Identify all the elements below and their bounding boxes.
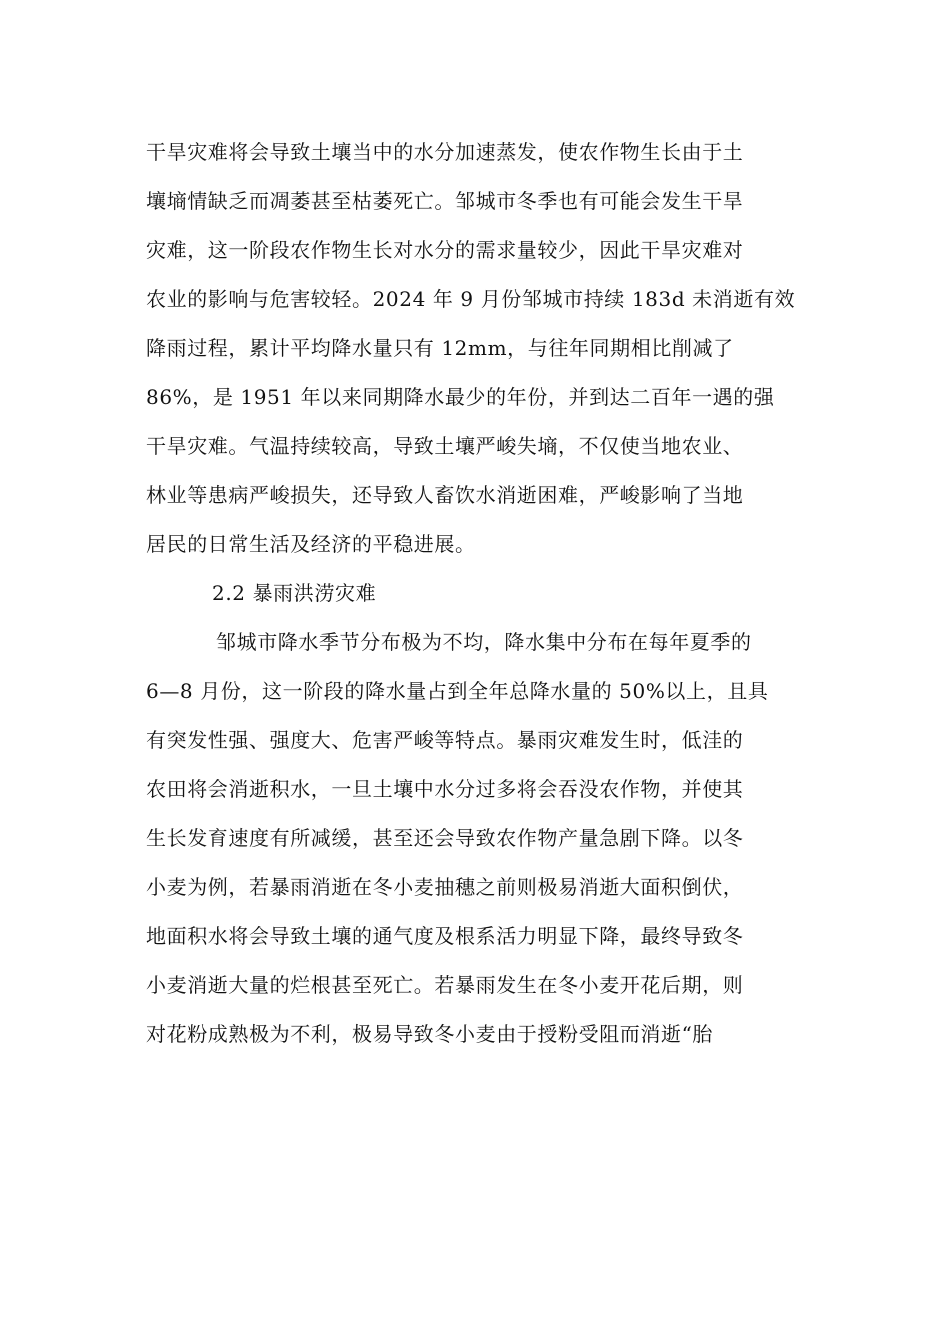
paragraph-line: 有突发性强、强度大、危害严峻等特点。暴雨灾难发生时，低洼的	[146, 728, 744, 752]
paragraph-line: 小麦消逝大量的烂根甚至死亡。若暴雨发生在冬小麦开花后期，则	[146, 973, 744, 997]
paragraph-rainstorm	[146, 618, 806, 1059]
paragraph-line: 农业的影响与危害较轻。2024 年 9 月份邹城市持续 183d 未消逝有效	[146, 287, 796, 311]
paragraph-line: 干旱灾难。气温持续较高，导致土壤严峻失墒，不仅使当地农业、	[146, 434, 744, 458]
paragraph-line: 86%，是 1951 年以来同期降水最少的年份，并到达二百年一遇的强	[146, 385, 775, 409]
paragraph-line: 农田将会消逝积水，一旦土壤中水分过多将会吞没农作物，并使其	[146, 777, 744, 801]
paragraph-line: 6—8 月份，这一阶段的降水量占到全年总降水量的 50%以上，且具	[146, 679, 769, 703]
paragraph-line: 降雨过程，累计平均降水量只有 12mm，与往年同期相比削减了	[146, 336, 734, 360]
paragraph-drought	[146, 128, 806, 569]
body-text	[146, 128, 806, 1059]
paragraph-line: 壤墒情缺乏而凋萎甚至枯萎死亡。邹城市冬季也有可能会发生干旱	[146, 189, 744, 213]
paragraph-line: 干旱灾难将会导致土壤当中的水分加速蒸发，使农作物生长由于土	[146, 140, 744, 164]
paragraph-line: 小麦为例，若暴雨消逝在冬小麦抽穗之前则极易消逝大面积倒伏，	[146, 875, 744, 899]
section-heading: 2.2 暴雨洪涝灾难	[212, 581, 377, 605]
paragraph-line: 林业等患病严峻损失，还导致人畜饮水消逝困难，严峻影响了当地	[146, 483, 744, 507]
paragraph-line: 灾难，这一阶段农作物生长对水分的需求量较少，因此干旱灾难对	[146, 238, 744, 262]
paragraph-line: 地面积水将会导致土壤的通气度及根系活力明显下降，最终导致冬	[146, 924, 744, 948]
paragraph-line: 对花粉成熟极为不利，极易导致冬小麦由于授粉受阻而消逝“胎	[146, 1022, 714, 1046]
paragraph-line: 居民的日常生活及经济的平稳进展。	[146, 532, 476, 556]
paragraph-line: 生长发育速度有所减缓，甚至还会导致农作物产量急剧下降。以冬	[146, 826, 744, 850]
paragraph-line: 邹城市降水季节分布极为不均，降水集中分布在每年夏季的	[216, 630, 752, 654]
